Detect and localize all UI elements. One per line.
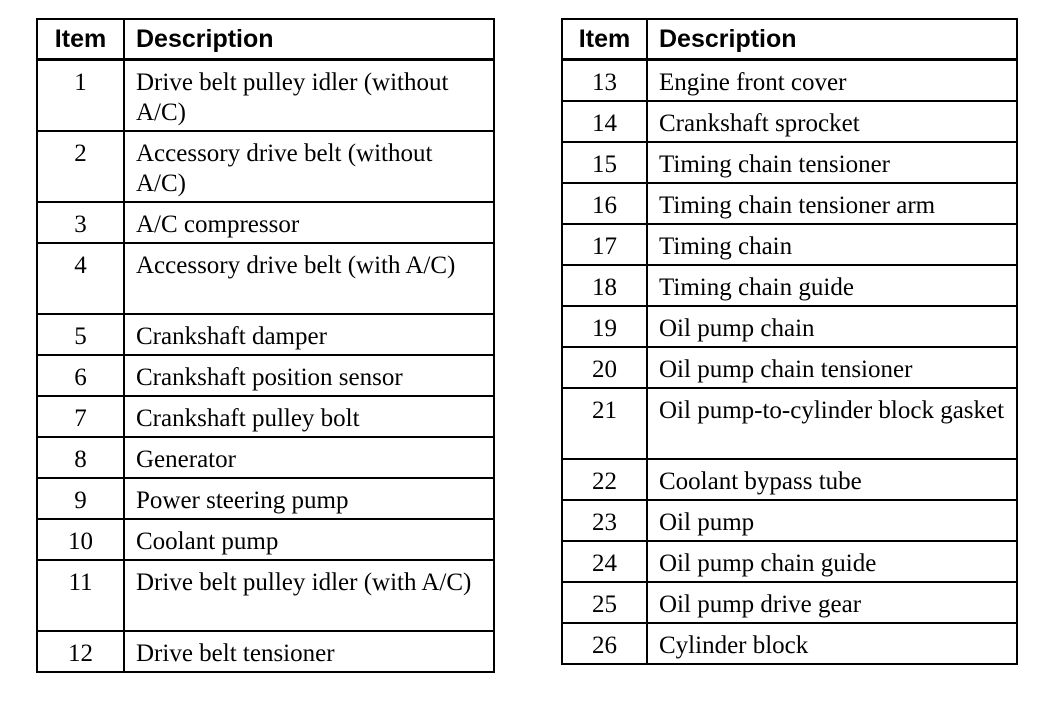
item-description: Timing chain guide (647, 265, 1017, 306)
item-number: 16 (562, 183, 647, 224)
item-description: Cylinder block (647, 623, 1017, 664)
table-row (562, 347, 1017, 388)
item-number: 11 (37, 560, 124, 631)
item-number: 26 (562, 623, 647, 664)
table-row (562, 500, 1017, 541)
item-number: 24 (562, 541, 647, 582)
table-row (37, 355, 494, 396)
item-description: Timing chain tensioner (647, 142, 1017, 183)
item-description: Crankshaft pulley bolt (124, 396, 494, 437)
item-description: Timing chain tensioner arm (647, 183, 1017, 224)
item-number: 17 (562, 224, 647, 265)
description-column-header: Description (124, 19, 494, 60)
parts-table-left (36, 18, 495, 673)
item-description: Drive belt pulley idler (with A/C) (124, 560, 494, 631)
item-number: 8 (37, 437, 124, 478)
item-description: Power steering pump (124, 478, 494, 519)
table-row (562, 265, 1017, 306)
table-row (562, 101, 1017, 142)
parts-table-right (561, 18, 1018, 665)
item-number: 10 (37, 519, 124, 560)
item-description: Oil pump chain tensioner (647, 347, 1017, 388)
item-number: 25 (562, 582, 647, 623)
table-row (562, 183, 1017, 224)
table-row (37, 202, 494, 243)
item-description: Oil pump-to-cylinder block gasket (647, 388, 1017, 459)
item-description: Accessory drive belt (with A/C) (124, 243, 494, 314)
table-row (37, 519, 494, 560)
table-row (37, 396, 494, 437)
item-description: Drive belt tensioner (124, 631, 494, 672)
item-number: 23 (562, 500, 647, 541)
table-row (37, 631, 494, 672)
item-number: 22 (562, 459, 647, 500)
item-description: Oil pump drive gear (647, 582, 1017, 623)
table-row (562, 388, 1017, 459)
item-description: Timing chain (647, 224, 1017, 265)
header-row (37, 19, 494, 60)
item-description: Crankshaft damper (124, 314, 494, 355)
item-number: 14 (562, 101, 647, 142)
item-number: 15 (562, 142, 647, 183)
item-number: 18 (562, 265, 647, 306)
item-number: 12 (37, 631, 124, 672)
header-row (562, 19, 1017, 60)
item-number: 9 (37, 478, 124, 519)
item-number: 5 (37, 314, 124, 355)
item-number: 3 (37, 202, 124, 243)
description-column-header: Description (647, 19, 1017, 60)
table-row (562, 459, 1017, 500)
item-description: Oil pump chain guide (647, 541, 1017, 582)
item-number: 19 (562, 306, 647, 347)
table-row (37, 437, 494, 478)
item-number: 20 (562, 347, 647, 388)
table-row (562, 623, 1017, 664)
item-number: 7 (37, 396, 124, 437)
item-description: Generator (124, 437, 494, 478)
item-description: Oil pump (647, 500, 1017, 541)
item-number: 13 (562, 60, 647, 102)
item-number: 21 (562, 388, 647, 459)
table-row (562, 541, 1017, 582)
item-number: 2 (37, 131, 124, 202)
table-row (37, 478, 494, 519)
item-description: A/C compressor (124, 202, 494, 243)
item-description: Engine front cover (647, 60, 1017, 102)
item-number: 1 (37, 60, 124, 132)
table-row (37, 243, 494, 314)
item-number: 6 (37, 355, 124, 396)
table-row (37, 560, 494, 631)
item-description: Coolant pump (124, 519, 494, 560)
table-row (562, 142, 1017, 183)
table-row (562, 60, 1017, 102)
item-description: Coolant bypass tube (647, 459, 1017, 500)
item-description: Accessory drive belt (without A/C) (124, 131, 494, 202)
table-row (37, 131, 494, 202)
item-number: 4 (37, 243, 124, 314)
table-row (562, 582, 1017, 623)
item-description: Oil pump chain (647, 306, 1017, 347)
item-column-header: Item (37, 19, 124, 60)
table-row (562, 306, 1017, 347)
table-row (37, 60, 494, 132)
item-description: Crankshaft sprocket (647, 101, 1017, 142)
table-row (37, 314, 494, 355)
table-row (562, 224, 1017, 265)
item-description: Crankshaft position sensor (124, 355, 494, 396)
item-description: Drive belt pulley idler (without A/C) (124, 60, 494, 132)
item-column-header: Item (562, 19, 647, 60)
